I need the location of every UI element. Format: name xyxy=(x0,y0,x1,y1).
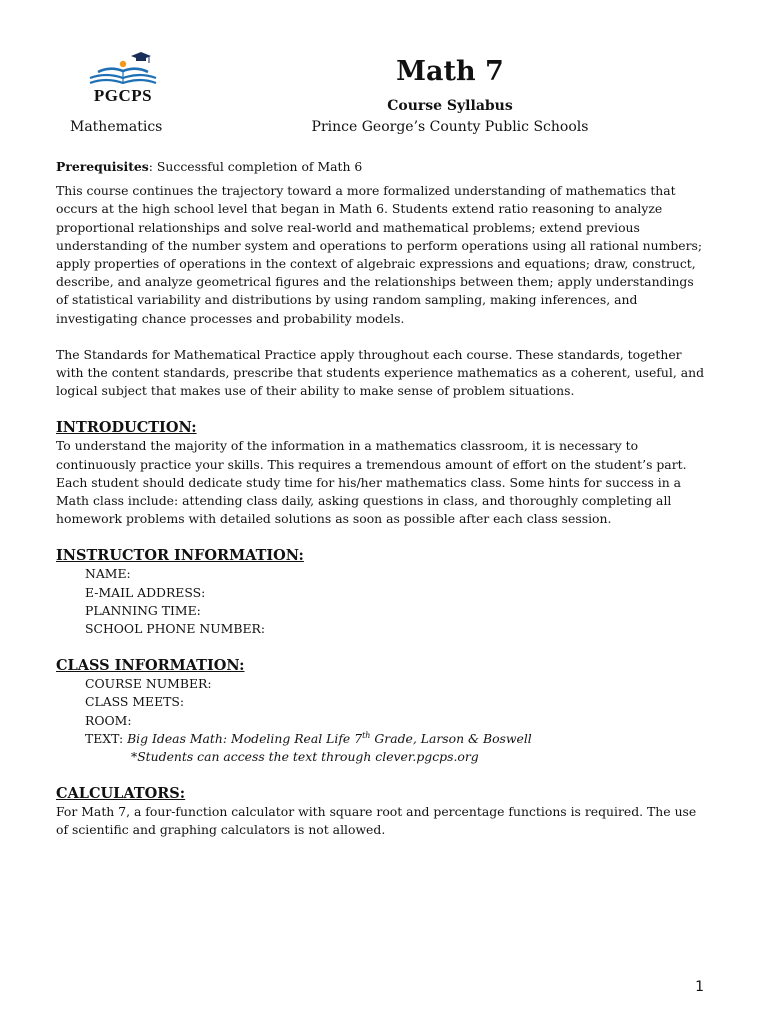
instructor-heading: INSTRUCTOR INFORMATION: xyxy=(56,547,304,565)
textbook-label: TEXT: xyxy=(85,730,128,746)
page-subtitle: Course Syllabus xyxy=(387,98,513,114)
course-description: This course continues the trajectory toward a more formalized understanding of mathematics that occurs at the high school level that began in Math 6. Students extend ratio reasoning to analyze proportional relationships and solve real-world and mathematical problems; extend previous understanding of the number system and operations to perform operations using all rational numbers; apply properties of operations in the context of algebraic expressions and equations; draw, construct, describe, and analyze geometrical figures and the relationships between them; apply understandings of statistical variability and distributions by using random sampling, making inferences, and investigating chance processes and probability models. xyxy=(56,183,703,326)
class-meets-field: CLASS MEETS: xyxy=(85,694,185,710)
department-label: Mathematics xyxy=(70,119,163,135)
textbook-access-note: *Students can access the text through clever.pgcps.org xyxy=(131,749,479,765)
syllabus-body xyxy=(56,158,706,840)
page-number: 1 xyxy=(695,979,704,995)
instructor-name-field: NAME: xyxy=(85,566,131,582)
textbook-title-sup: th xyxy=(362,730,371,740)
prerequisites-text: : Successful completion of Math 6 xyxy=(148,159,363,174)
textbook-authors: Grade, Larson & Boswell xyxy=(370,730,532,746)
calculators-heading: CALCULATORS: xyxy=(56,785,186,803)
calculators-text: For Math 7, a four-function calculator with square root and percentage functions is required. The use of scientific and graphing calculators is not allowed. xyxy=(56,804,697,838)
logo-text: PGCPS xyxy=(93,86,153,105)
introduction-text: To understand the majority of the information in a mathematics classroom, it is necessary to continuously practice your skills. This requires a tremendous amount of effort on the student’s part. Each student should dedicate study time for his/her mathematics class. Some hints for success in a Math class include: attending class daily, asking questions in class, and thoroughly completing all homework problems with detailed solutions as soon as possible after each class session. xyxy=(56,438,687,527)
prerequisites xyxy=(56,158,706,176)
room-field: ROOM: xyxy=(85,712,132,728)
prerequisites-label: Prerequisites xyxy=(56,159,149,174)
instructor-email-field: E-MAIL ADDRESS: xyxy=(85,584,206,600)
course-number-field: COURSE NUMBER: xyxy=(85,676,212,692)
school-name: Prince George’s County Public Schools xyxy=(311,119,589,135)
class-info-heading: CLASS INFORMATION: xyxy=(56,657,245,675)
standards-paragraph: The Standards for Mathematical Practice apply throughout each course. These standards, together with the content standards, prescribe that students experience mathematics as a coherent, useful, and logical subject that makes use of their ability to make sense of problem situations. xyxy=(56,346,705,399)
textbook-title: Big Ideas Math: Modeling Real Life 7 xyxy=(127,730,363,746)
instructor-phone-field: SCHOOL PHONE NUMBER: xyxy=(85,621,266,637)
page-title: Math 7 xyxy=(396,56,504,87)
textbook-field xyxy=(85,730,706,748)
instructor-planning-field: PLANNING TIME: xyxy=(85,602,201,618)
introduction-heading: INTRODUCTION: xyxy=(56,419,197,437)
